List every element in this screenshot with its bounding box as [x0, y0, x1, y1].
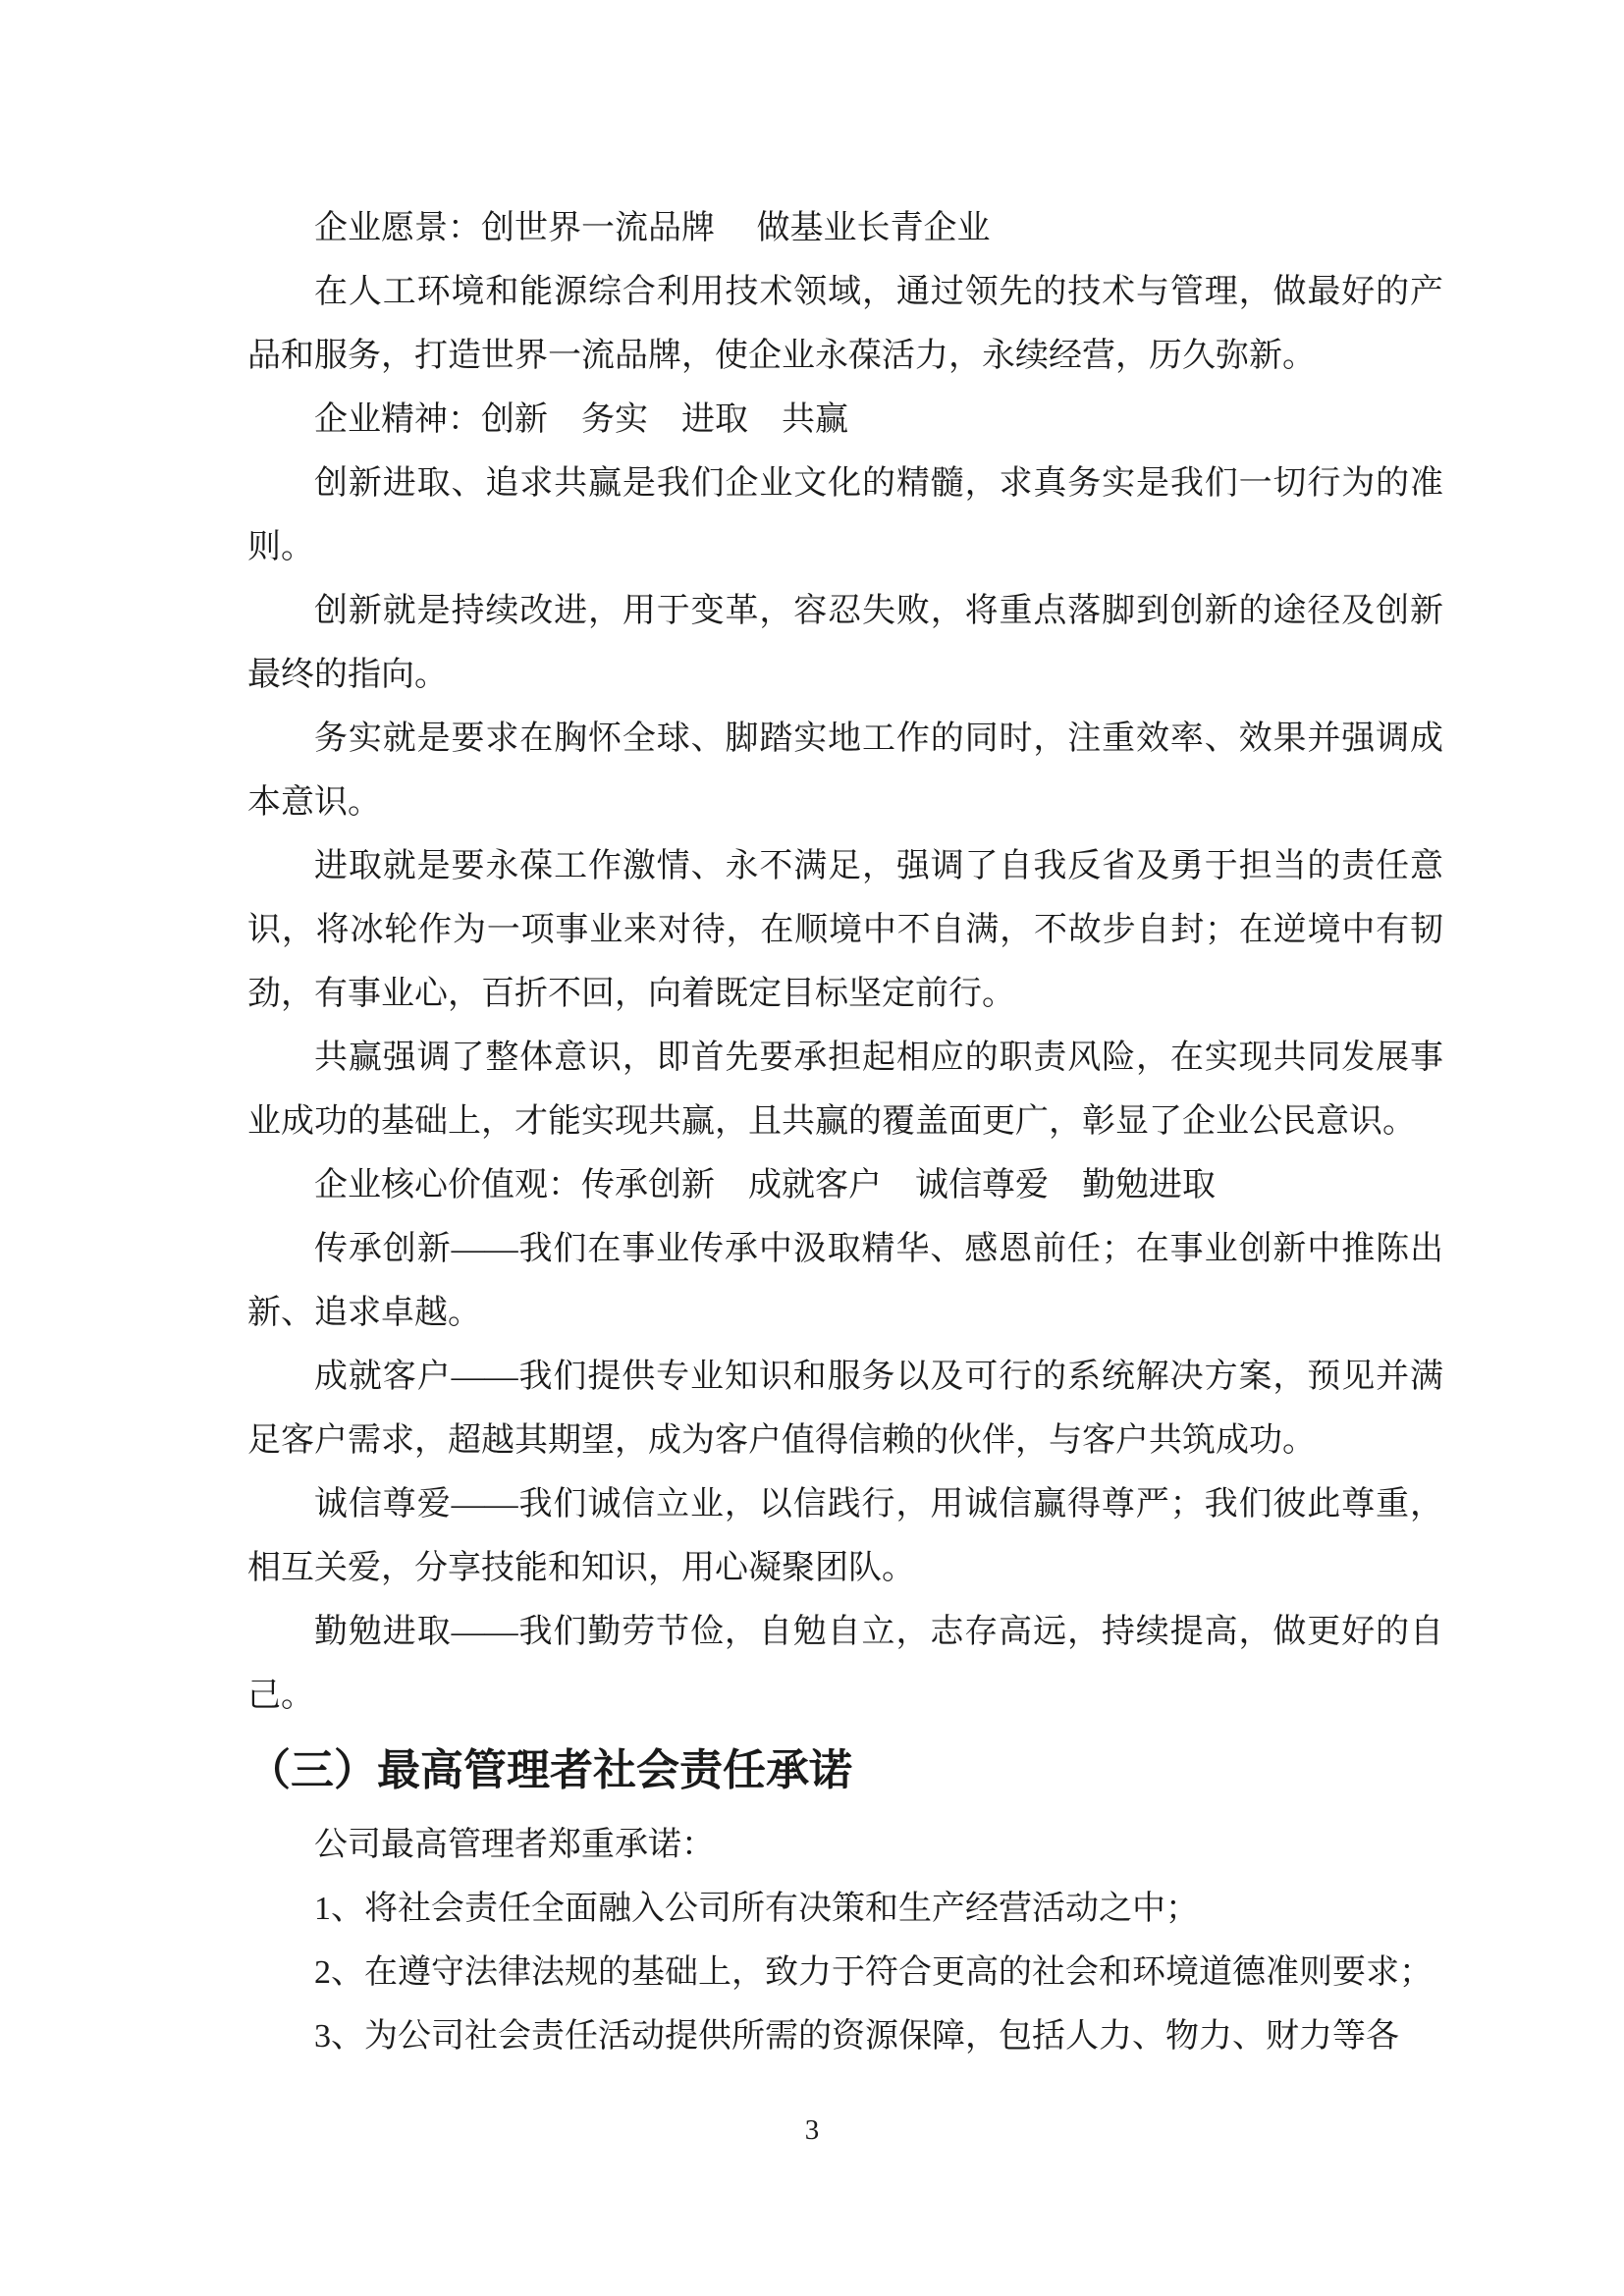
- paragraph: 勤勉进取——我们勤劳节俭，自勉自立，志存高远，持续提高，做更好的自己。: [247, 1614, 1443, 1714]
- paragraph: 在人工环境和能源综合利用技术领域，通过领先的技术与管理，做最好的产品和服务，打造世界一流品牌，使企业永葆活力，永续经营，历久弥新。: [247, 274, 1443, 374]
- paragraph: 企业精神：创新 务实 进取 共赢: [314, 401, 848, 438]
- paragraph: 企业核心价值观：传承创新 成就客户 诚信尊爱 勤勉进取: [314, 1167, 1216, 1203]
- page-number: 3: [804, 2114, 820, 2146]
- paragraph: 传承创新——我们在事业传承中汲取精华、感恩前任；在事业创新中推陈出新、追求卓越。: [247, 1231, 1443, 1331]
- paragraph: 2、在遵守法律法规的基础上，致力于符合更高的社会和环境道德准则要求；: [314, 1954, 1433, 1991]
- paragraph: 1、将社会责任全面融入公司所有决策和生产经营活动之中；: [314, 1891, 1199, 1927]
- paragraph: 务实就是要求在胸怀全球、脚踏实地工作的同时，注重效率、效果并强调成本意识。: [247, 721, 1443, 821]
- paragraph: 3、为公司社会责任活动提供所需的资源保障，包括人力、物力、财力等各: [314, 2018, 1399, 2055]
- paragraph: 创新进取、追求共赢是我们企业文化的精髓，求真务实是我们一切行为的准则。: [247, 465, 1443, 565]
- paragraph: 成就客户——我们提供专业知识和服务以及可行的系统解决方案，预见并满足客户需求，超越其期望，成为客户值得信赖的伙伴，与客户共筑成功。: [247, 1359, 1443, 1459]
- section-heading: （三）最高管理者社会责任承诺: [247, 1746, 852, 1794]
- paragraph: 诚信尊爱——我们诚信立业，以信践行，用诚信赢得尊严；我们彼此尊重，相互关爱，分享技能和知识，用心凝聚团队。: [247, 1486, 1443, 1586]
- paragraph: 进取就是要永葆工作激情、永不满足，强调了自我反省及勇于担当的责任意识，将冰轮作为一项事业来对待，在顺境中不自满，不故步自封；在逆境中有韧劲，有事业心，百折不回，向着既定目标坚定前行。: [247, 848, 1443, 1012]
- paragraph: 共赢强调了整体意识，即首先要承担起相应的职责风险，在实现共同发展事业成功的基础上，才能实现共赢，且共赢的覆盖面更广，彰显了企业公民意识。: [247, 1040, 1443, 1140]
- paragraph: 企业愿景：创世界一流品牌 做基业长青企业: [314, 210, 991, 246]
- paragraph: 创新就是持续改进，用于变革，容忍失败，将重点落脚到创新的途径及创新最终的指向。: [247, 593, 1443, 693]
- page-body-text: [247, 196, 1443, 2068]
- paragraph: 公司最高管理者郑重承诺：: [314, 1827, 715, 1863]
